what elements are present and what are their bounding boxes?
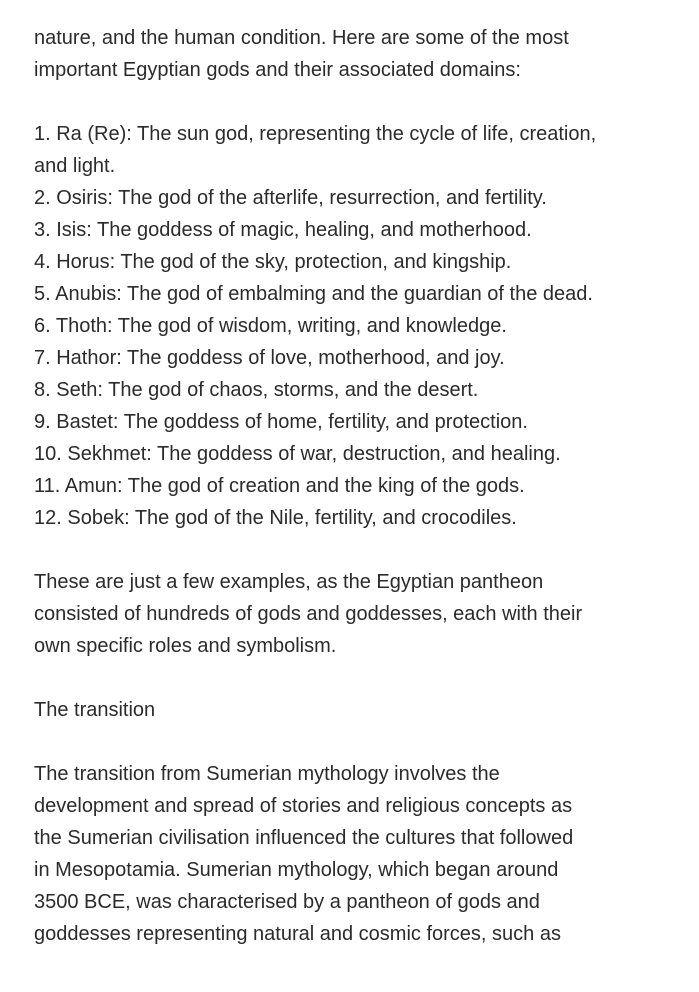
list-item: 4. Horus: The god of the sky, protection, and kingship.	[34, 251, 512, 273]
list-item: 12. Sobek: The god of the Nile, fertility, and crocodiles.	[34, 507, 517, 529]
intro-paragraph: nature, and the human condition. Here are some of the most important Egyptian gods and their associated domains:	[34, 27, 569, 81]
list-item: 11. Amun: The god of creation and the king of the gods.	[34, 475, 525, 497]
list-item: 6. Thoth: The god of wisdom, writing, and knowledge.	[34, 315, 507, 337]
section-heading: The transition	[34, 699, 156, 721]
list-item: 9. Bastet: The goddess of home, fertility, and protection.	[34, 411, 528, 433]
gods-list	[34, 118, 674, 534]
summary-paragraph: These are just a few examples, as the Egyptian pantheon consisted of hundreds of gods and goddesses, each with their own specific roles and symbolism.	[34, 571, 583, 657]
paragraph-spacer	[34, 534, 674, 566]
list-item: 5. Anubis: The god of embalming and the guardian of the dead.	[34, 283, 593, 305]
list-item: 2. Osiris: The god of the afterlife, resurrection, and fertility.	[34, 187, 547, 209]
paragraph-spacer	[34, 726, 674, 758]
list-item: 1. Ra (Re): The sun god, representing the cycle of life, creation, and light.	[34, 123, 597, 177]
paragraph-spacer	[34, 86, 674, 118]
list-item: 7. Hathor: The goddess of love, motherhood, and joy.	[34, 347, 505, 369]
list-item: 3. Isis: The goddess of magic, healing, and motherhood.	[34, 219, 532, 241]
paragraph-spacer	[34, 662, 674, 694]
list-item: 8. Seth: The god of chaos, storms, and the desert.	[34, 379, 479, 401]
transition-paragraph: The transition from Sumerian mythology involves the development and spread of stories and religious concepts as the Sumerian civilisation influenced the cultures that followed in Mesopotamia. Sumerian mythology, which began around 3500 BCE, was characterised by a pantheon of gods and goddesses representing natural and cosmic forces, such as	[34, 763, 574, 945]
document-body	[34, 22, 674, 950]
list-item: 10. Sekhmet: The goddess of war, destruction, and healing.	[34, 443, 561, 465]
